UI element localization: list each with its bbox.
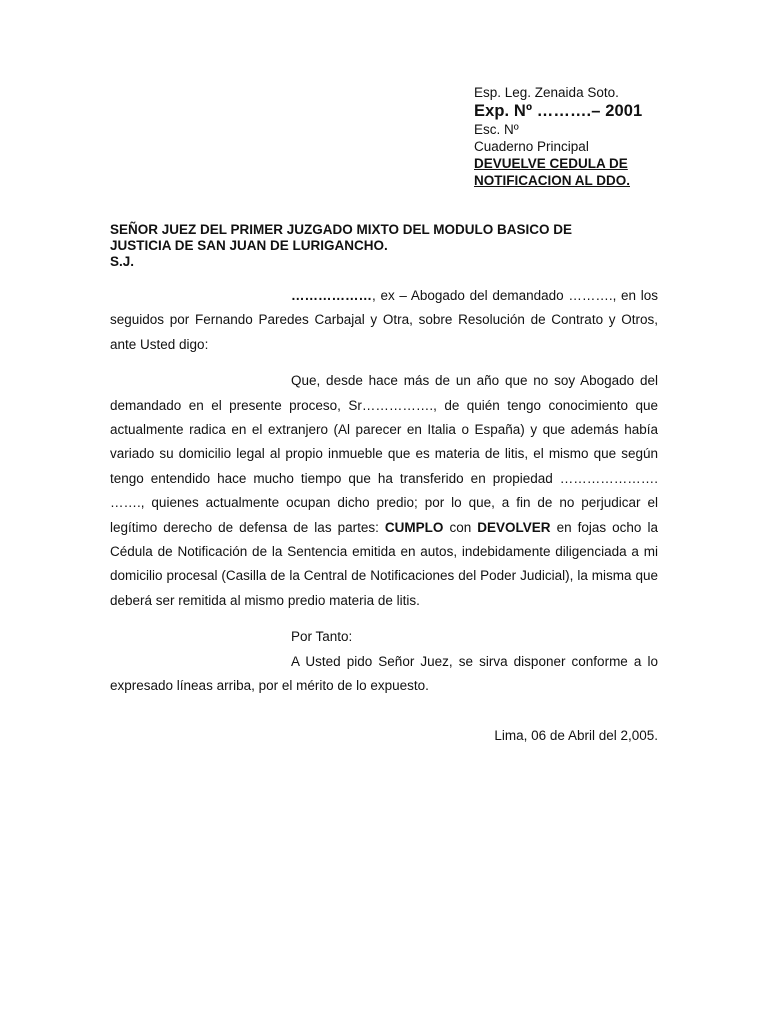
main-text-part-1: Que, desde hace más de un año que no soy Abogado del demandado en el presente proceso, Sr……………., de quién tengo conocimiento que actualmente radica en el extranjero (Al parecer en Italia o España) y que además había variado su domicilio legal al propio inmueble que es materia de litis, el mismo que según tengo entendido hace mucho tiempo que ha transferido en propiedad …………………. ……., quienes actualmente ocupan dicho predio; por lo que, a fin de no perjudicar el legítimo derecho de defensa de las partes:	[110, 373, 658, 535]
closing-block	[110, 625, 658, 698]
intro-text: , ex – Abogado del demandado ………., en los seguidos por Fernando Paredes Carbajal y Otra, sobre Resolución de Contrato y Otros, ante Usted digo:	[110, 288, 658, 352]
por-tanto: Por Tanto:	[291, 629, 353, 645]
main-text-part-3: en fojas ocho la Cédula de Notificación de la Sentencia emitida en autos, indebidamente diligenciada a mi domicilio procesal (Casilla de la Central de Notificaciones del Poder Judicial), la misma que deberá ser remitida al mismo predio materia de litis.	[110, 519, 658, 608]
intro-paragraph	[110, 284, 658, 357]
sumilla-line-2: NOTIFICACION AL DDO.	[474, 173, 630, 188]
expediente-number: Exp. Nº ……….– 2001	[474, 102, 643, 120]
document-body	[110, 284, 658, 699]
escrito-number: Esc. Nº	[474, 122, 519, 137]
sumilla-line-1: DEVUELVE CEDULA DE	[474, 156, 628, 171]
request-text: A Usted pido Señor Juez, se sirva disponer conforme a lo expresado líneas arriba, por el mérito de lo expuesto.	[110, 653, 658, 694]
addressee-line-2: JUSTICIA DE SAN JUAN DE LURIGANCHO.	[110, 238, 388, 253]
addressee-line-1: SEÑOR JUEZ DEL PRIMER JUZGADO MIXTO DEL MODULO BASICO DE	[110, 222, 573, 237]
request-paragraph	[110, 650, 658, 699]
keyword-devolver: DEVOLVER	[477, 519, 551, 535]
keyword-cumplo: CUMPLO	[384, 519, 444, 535]
document-date: Lima, 06 de Abril del 2,005.	[494, 728, 658, 743]
cuaderno-line: Cuaderno Principal	[474, 139, 589, 154]
name-blank: ………………	[291, 288, 372, 303]
main-text-part-2: con	[443, 519, 478, 535]
case-header	[474, 84, 674, 189]
specialist-line: Esp. Leg. Zenaida Soto.	[474, 85, 619, 100]
addressee-block	[110, 222, 658, 270]
addressee-line-3: S.J.	[110, 254, 135, 269]
main-paragraph	[110, 369, 658, 613]
